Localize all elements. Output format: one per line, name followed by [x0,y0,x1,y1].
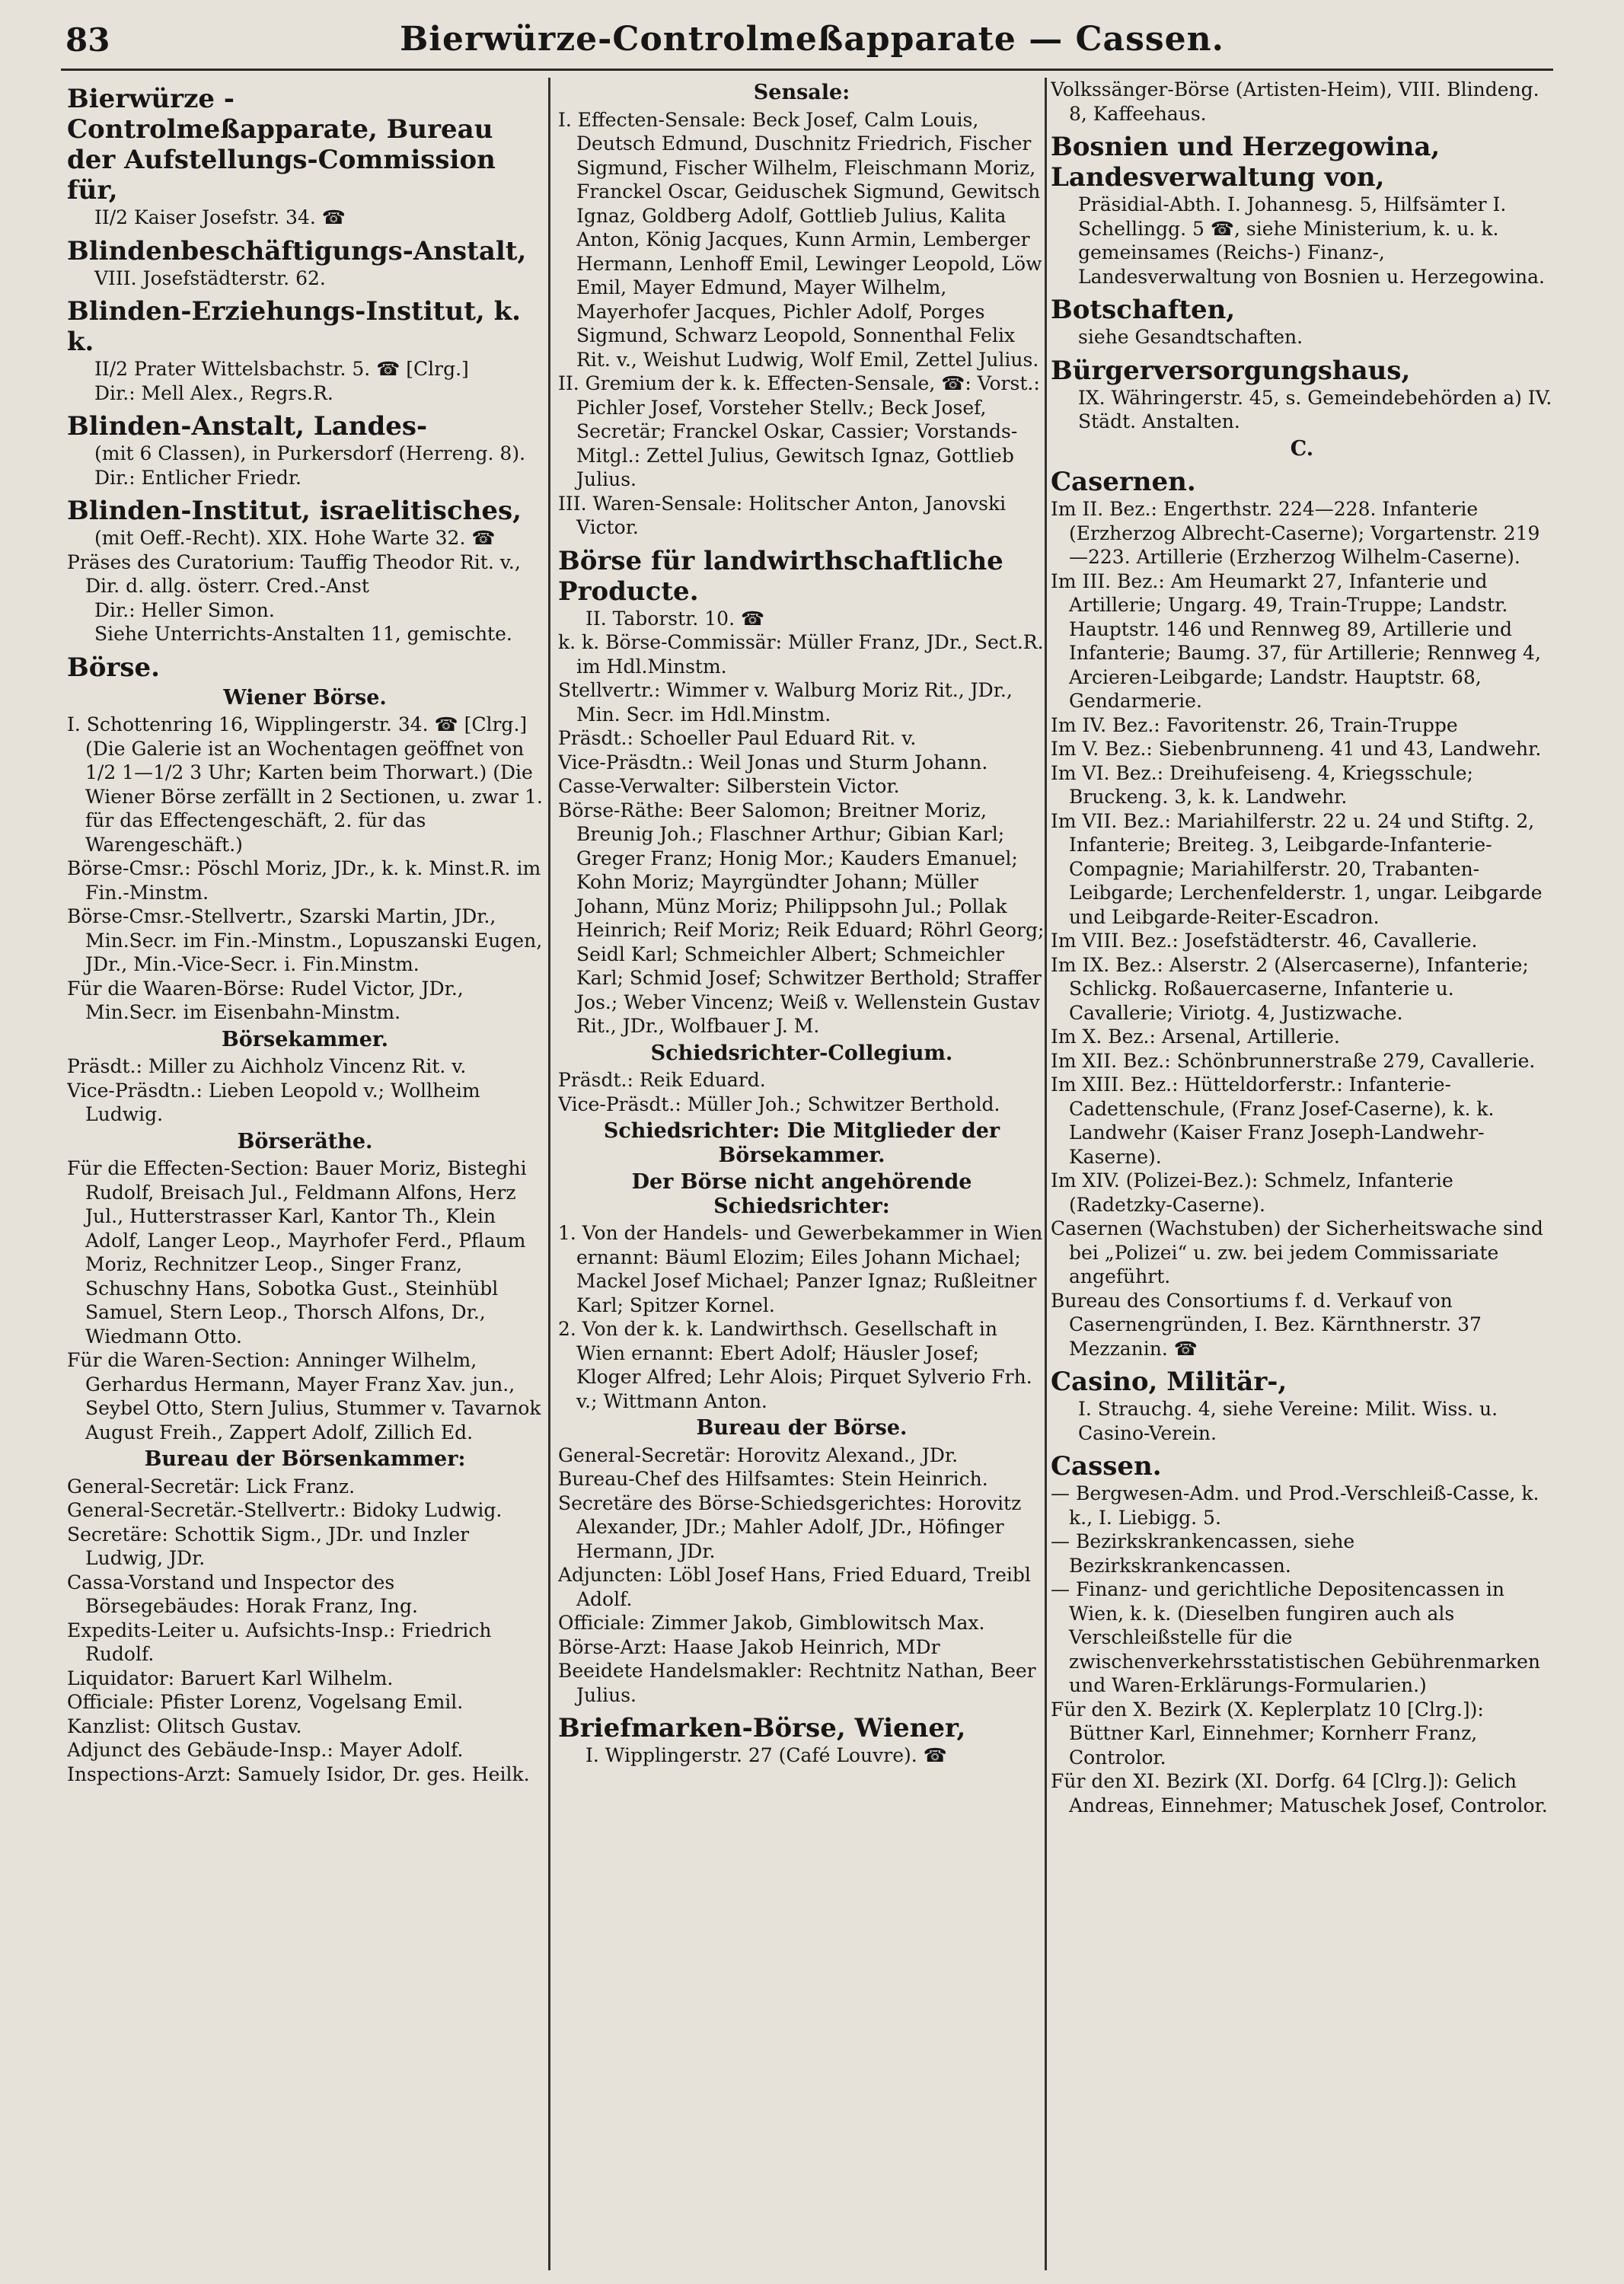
entry-text: Präsdt.: Reik Eduard. [558,1069,766,1091]
entry-text: Im XIV. (Polizei-Bez.): Schmelz, Infanterie (Radetzky-Caserne). [1051,1169,1453,1216]
entry-text: I. Effecten-Sensale: Beck Josef, Calm Louis, Deutsch Edmund, Duschnitz Friedrich, Fischer Sigmund, Fischer Wilhelm, Fleischmann Moriz, Franckel Oscar, Geiduschek Sigmund, Gewitsch Ignaz, Goldberg Adolf, Gottlieb Julius, Kalita Anton, König Jacques, Kunn Armin, Lemberger Hermann, Lenhoff Emil, Lewinger Leopold, Löw Emil, Mayer Edmund, Mayer Wilhelm, Mayerhofer Jacques, Pichler Adolf, Porges Sigmund, Schwarz Leopold, Sonnenthal Felix Rit. v., Weishut Ludwig, Wolf Emil, Zettel Julius. [558,108,1042,371]
entry-text: Im III. Bez.: Am Heumarkt 27, Infanterie und Artillerie; Ungarg. 49, Train-Truppe; Landstr. Hauptstr. 146 und Rennweg 89, Artillerie und Infanterie; Baumg. 37, für Artillerie; Rennweg 4, Arcieren-Leibgarde; Landstr. Hauptstr. 68, Gendarmerie. [1051,569,1541,712]
entry-text: Liquidator: Baruert Karl Wilhelm. [67,1667,394,1689]
entry-text: Im X. Bez.: Arsenal, Artillerie. [1051,1026,1340,1048]
entry-text: Im VI. Bez.: Dreihufeiseng. 4, Kriegsschule; Bruckeng. 3, k. k. Landwehr. [1051,761,1473,808]
entry-text: Im II. Bez.: Engerthstr. 224—228. Infanterie (Erzherzog Albrecht-Caserne); Vorgartenstr. 219—223. Artillerie (Erzherzog Wilhelm-Caserne). [1051,498,1540,568]
column-2 [558,78,1045,2270]
section-heading: Wiener Börse. [223,685,387,710]
section-heading: Sensale: [753,81,850,104]
entry-text: Börse-Cmsr.: Pöschl Moriz, JDr., k. k. Minst.R. im Fin.-Minstm. [67,857,541,904]
entry-text: — Finanz- und gerichtliche Depositencassen in Wien, k. k. (Dieselben fungiren auch als Verschleißstelle für die zwischenverkehrsstatistischen Gebührenmarken und Waren-Erklärungs-Formularien.) [1051,1578,1540,1696]
entry-text: Präsidial-Abth. I. Johannesg. 5, Hilfsämter I. Schellingg. 5 ☎, siehe Ministerium, k. u. k. gemeinsames (Reichs-) Finanz-, Landesverwaltung von Bosnien u. Herzegowina. [1078,193,1545,288]
entry-text: Für den XI. Bezirk (XI. Dorfg. 64 [Clrg.]): Gelich Andreas, Einnehmer; Matuschek Josef, Controlor. [1051,1770,1548,1817]
entry-text: Secretäre: Schottik Sigm., JDr. und Inzler Ludwig, JDr. [67,1523,470,1569]
entry-heading: Briefmarken-Börse, Wiener, [558,1713,966,1743]
column-divider-1 [548,78,550,2270]
entry-text: Börse-Arzt: Haase Jakob Heinrich, MDr [558,1635,940,1658]
entry-text: Vice-Präsdtn.: Lieben Leopold v.; Wollheim Ludwig. [67,1079,480,1125]
entry-text: Volkssänger-Börse (Artisten-Heim), VIII. Blindeng. 8, Kaffeehaus. [1051,78,1539,125]
entry-heading: Cassen. [1051,1451,1162,1482]
entry-text: Adjuncten: Löbl Josef Hans, Fried Eduard, Treibl Adolf. [558,1564,1031,1610]
entry-text: II/2 Kaiser Josefstr. 34. ☎ [94,206,346,228]
entry-text: Präsdt.: Miller zu Aichholz Vincenz Rit. v. [67,1055,467,1077]
entry-text: Casernen (Wachstuben) der Sicherheitswache sind bei „Polizei“ u. zw. bei jedem Commissariate angeführt. [1051,1217,1543,1287]
entry-text: Inspections-Arzt: Samuely Isidor, Dr. ges. Heilk. [67,1762,530,1785]
section-heading: C. [1290,436,1314,461]
entry-text: Bureau des Consortiums f. d. Verkauf von Casernengründen, I. Bez. Kärnthnerstr. 37 Mezzanin. ☎ [1051,1289,1482,1360]
entry-text: Präses des Curatorium: Tauffig Theodor Rit. v., Dir. d. allg. österr. Cred.-Anst [67,550,521,597]
entry-text: General-Secretär: Lick Franz. [67,1475,356,1498]
entry-text: Officiale: Zimmer Jakob, Gimblowitsch Max. [558,1612,985,1634]
entry-text: Vice-Präsdt.: Müller Joh.; Schwitzer Berthold. [558,1093,1000,1115]
section-heading: Der Börse nicht angehörende Schiedsrichter: [631,1170,972,1218]
entry-text: Adjunct des Gebäude-Insp.: Mayer Adolf. [67,1739,464,1761]
entry-text: Im XII. Bez.: Schönbrunnerstraße 279, Cavallerie. [1051,1049,1536,1072]
entry-text: Cassa-Vorstand und Inspector des Börsegebäudes: Horak Franz, Ing. [67,1571,418,1617]
entry-text: General-Secretär.-Stellvertr.: Bidoky Ludwig. [67,1499,503,1521]
header-rule [61,69,1553,71]
entry-text: Im IV. Bez.: Favoritenstr. 26, Train-Truppe [1051,713,1458,736]
entry-heading: Börse für landwirthschaftliche Producte. [558,545,1003,607]
entry-heading: Casino, Militär-, [1051,1367,1287,1397]
entry-text: Börse-Räthe: Beer Salomon; Breitner Moriz, Breunig Joh.; Flaschner Arthur; Gibian Karl; Greger Franz; Honig Mor.; Kauders Emanuel; Kohn Moriz; Mayrgündter Johann; Müller Johann, Münz Moriz; Philippsohn Jul.; Pollak Heinrich; Reif Moriz; Reik Eduard; Röhrl Georg; Seidl Karl; Schmeichler Albert; Schmeichler Karl; Schmid Josef; Schwitzer Berthold; Straffer Jos.; Weber Vincenz; Weiß v. Wellenstein Gustav Rit., JDr., Wolfbauer J. M. [558,799,1045,1037]
section-heading: Bureau der Börse. [696,1416,908,1440]
entry-text: — Bergwesen-Adm. und Prod.-Verschleiß-Casse, k. k., I. Liebigg. 5. [1051,1482,1539,1529]
section-heading: Börsekammer. [221,1027,389,1051]
page-number: 83 [65,21,110,59]
entry-heading: Blindenbeschäftigungs-Anstalt, [67,235,527,266]
entry-heading: Bosnien und Herzegowina, Landesverwaltung von, [1051,132,1441,193]
entry-text: Für die Waren-Section: Anninger Wilhelm, Gerhardus Hermann, Mayer Franz Xav. jun., Seybel Otto, Stern Julius, Stummer v. Tavarnok August Freih., Zappert Adolf, Zillich Ed. [67,1349,541,1443]
entry-text: Vice-Präsdtn.: Weil Jonas und Sturm Johann. [558,751,988,774]
entry-text: VIII. Josefstädterstr. 62. [94,266,326,289]
entry-text: Dir.: Heller Simon. [94,598,275,621]
entry-text: General-Secretär: Horovitz Alexand., JDr. [558,1443,959,1466]
entry-text: IX. Währingerstr. 45, s. Gemeindebehörden a) IV. Städt. Anstalten. [1078,386,1552,432]
entry-text: Im XIII. Bez.: Hütteldorferstr.: Infanterie-Cadettenschule, (Franz Josef-Caserne), k. k. Landwehr (Kaiser Franz Joseph-Landwehr-Kaserne). [1051,1073,1495,1168]
entry-heading: Bürgerversorgungshaus, [1051,355,1411,386]
entry-heading: Blinden-Anstalt, Landes- [67,411,428,442]
entry-text: Für die Effecten-Section: Bauer Moriz, Bisteghi Rudolf, Breisach Jul., Feldmann Alfons, Herz Jul., Hutterstrasser Karl, Kantor Th., Klein Adolf, Langer Leop., Mayrhofer Ferd., Pflaum Moriz, Rechnitzer Leop., Singer Franz, Schuschny Hans, Sobotka Gust., Steinhübl Samuel, Stern Leop., Thorsch Alfons, Dr., Wiedmann Otto. [67,1157,527,1348]
entry-text: I. Wipplingerstr. 27 (Café Louvre). ☎ [585,1744,947,1766]
entry-text: II/2 Prater Wittelsbachstr. 5. ☎ [Clrg.] [94,358,469,380]
column-divider-2 [1045,78,1047,2270]
entry-heading: Bierwürze - Controlmeßapparate, Bureau der Aufstellungs-Commission für, [67,84,496,206]
entry-text: (mit Oeff.-Recht). XIX. Hohe Warte 32. ☎ [94,527,496,549]
entry-text: Dir.: Entlicher Friedr. [94,466,302,489]
entry-heading: Casernen. [1051,467,1196,497]
entry-text: Im IX. Bez.: Alserstr. 2 (Alsercaserne), Infanterie; Schlickg. Roßauercaserne, Infanterie u. Cavallerie; Viriotg. 4, Justizwache. [1051,953,1529,1024]
section-heading: Schiedsrichter: Die Mitglieder der Börsekammer. [603,1119,1000,1167]
entry-text: Beeidete Handelsmakler: Rechtnitz Nathan, Beer Julius. [558,1660,1036,1706]
entry-text: Dir.: Mell Alex., Regrs.R. [94,381,333,404]
entry-heading: Börse. [67,652,160,683]
entry-text: Expedits-Leiter u. Aufsichts-Insp.: Friedrich Rudolf. [67,1619,492,1665]
entry-text: Im VIII. Bez.: Josefstädterstr. 46, Cavallerie. [1051,930,1478,952]
entry-text: Für den X. Bezirk (X. Keplerplatz 10 [Clrg.]): Büttner Karl, Einnehmer; Kornherr Franz, Controlor. [1051,1698,1484,1769]
entry-text: Für die Waaren-Börse: Rudel Victor, JDr., Min.Secr. im Eisenbahn-Minstm. [67,977,464,1023]
entry-text: Im VII. Bez.: Mariahilferstr. 22 u. 24 und Stiftg. 2, Infanterie; Breiteg. 3, Leibgarde-Infanterie-Compagnie; Mariahilferstr. 20, Trabanten-Leibgarde; Lerchenfelderstr. 1, ungar. Leibgarde und Leibgarde-Reiter-Escadron. [1051,809,1543,928]
entry-text: Kanzlist: Olitsch Gustav. [67,1715,302,1737]
section-heading: Börseräthe. [237,1129,373,1153]
entry-text: Stellvertr.: Wimmer v. Walburg Moriz Rit., JDr., Min. Secr. im Hdl.Minstm. [558,679,1013,726]
entry-heading: Botschaften, [1051,295,1236,325]
section-heading: Schiedsrichter-Collegium. [650,1041,953,1065]
entry-text: — Bezirkskrankencassen, siehe Bezirkskrankencassen. [1051,1530,1355,1577]
entry-text: 1. Von der Handels- und Gewerbekammer in Wien ernannt: Bäuml Elozim; Eiles Johann Michael; Mackel Josef Michael; Panzer Ignaz; Rußleitner Karl; Spitzer Kornel. [558,1222,1043,1316]
entry-text: II. Gremium der k. k. Effecten-Sensale, ☎: Vorst.: Pichler Josef, Vorsteher Stellv.; Beck Josef, Secretär; Franckel Oskar, Cassier; Vorstands-Mitgl.: Zettel Julius, Gewitsch Ignaz, Gottlieb Julius. [558,372,1040,490]
entry-text: Secretäre des Börse-Schiedsgerichtes: Horovitz Alexander, JDr.; Mahler Adolf, JDr., Höfinger Hermann, JDr. [558,1491,1022,1562]
entry-text: Siehe Unterrichts-Anstalten 11, gemischte. [94,623,512,645]
entry-text: Börse-Cmsr.-Stellvertr., Szarski Martin, JDr., Min.Secr. im Fin.-Minstm., Lopuszanski Eugen, JDr., Min.-Vice-Secr. i. Fin.Minstm. [67,905,543,975]
entry-text: 2. Von der k. k. Landwirthsch. Gesellschaft in Wien ernannt: Ebert Adolf; Häusler Josef; Kloger Alfred; Lehr Alois; Pirquet Sylverio Frh. v.; Wittmann Anton. [558,1318,1032,1412]
entry-text: k. k. Börse-Commissär: Müller Franz, JDr., Sect.R. im Hdl.Minstm. [558,631,1044,678]
entry-text: Casse-Verwalter: Silberstein Victor. [558,775,900,797]
running-header: Bierwürze-Controlmeßapparate — Cassen. [400,20,1224,59]
entry-heading: Blinden-Erziehungs-Institut, k. k. [67,296,521,357]
entry-text: Officiale: Pfister Lorenz, Vogelsang Emil. [67,1691,464,1713]
entry-text: III. Waren-Sensale: Holitscher Anton, Janovski Victor. [558,492,1007,538]
entry-text: Im V. Bez.: Siebenbrunneng. 41 und 43, Landwehr. [1051,738,1542,760]
column-3 [1051,78,1553,2270]
entry-text: Bureau-Chef des Hilfsamtes: Stein Heinrich. [558,1468,988,1490]
entry-text: (mit 6 Classen), in Purkersdorf (Herreng. 8). [94,442,526,464]
section-heading: Bureau der Börsenkammer: [144,1447,466,1471]
entry-text: I. Schottenring 16, Wipplingerstr. 34. ☎ [Clrg.] (Die Galerie ist an Wochentagen geöffnet von 1/2 1—1/2 3 Uhr; Karten beim Thorwart.) (Die Wiener Börse zerfällt in 2 Sectionen, u. zwar 1. für das Effectengeschäft, 2. für das Warengeschäft.) [67,713,543,856]
entry-text: I. Strauchg. 4, siehe Vereine: Milit. Wiss. u. Casino-Verein. [1078,1398,1498,1444]
column-1 [67,78,543,2270]
entry-text: siehe Gesandtschaften. [1078,326,1303,348]
entry-text: Präsdt.: Schoeller Paul Eduard Rit. v. [558,727,917,749]
entry-text: II. Taborstr. 10. ☎ [585,607,765,630]
entry-heading: Blinden-Institut, israelitisches, [67,496,522,526]
